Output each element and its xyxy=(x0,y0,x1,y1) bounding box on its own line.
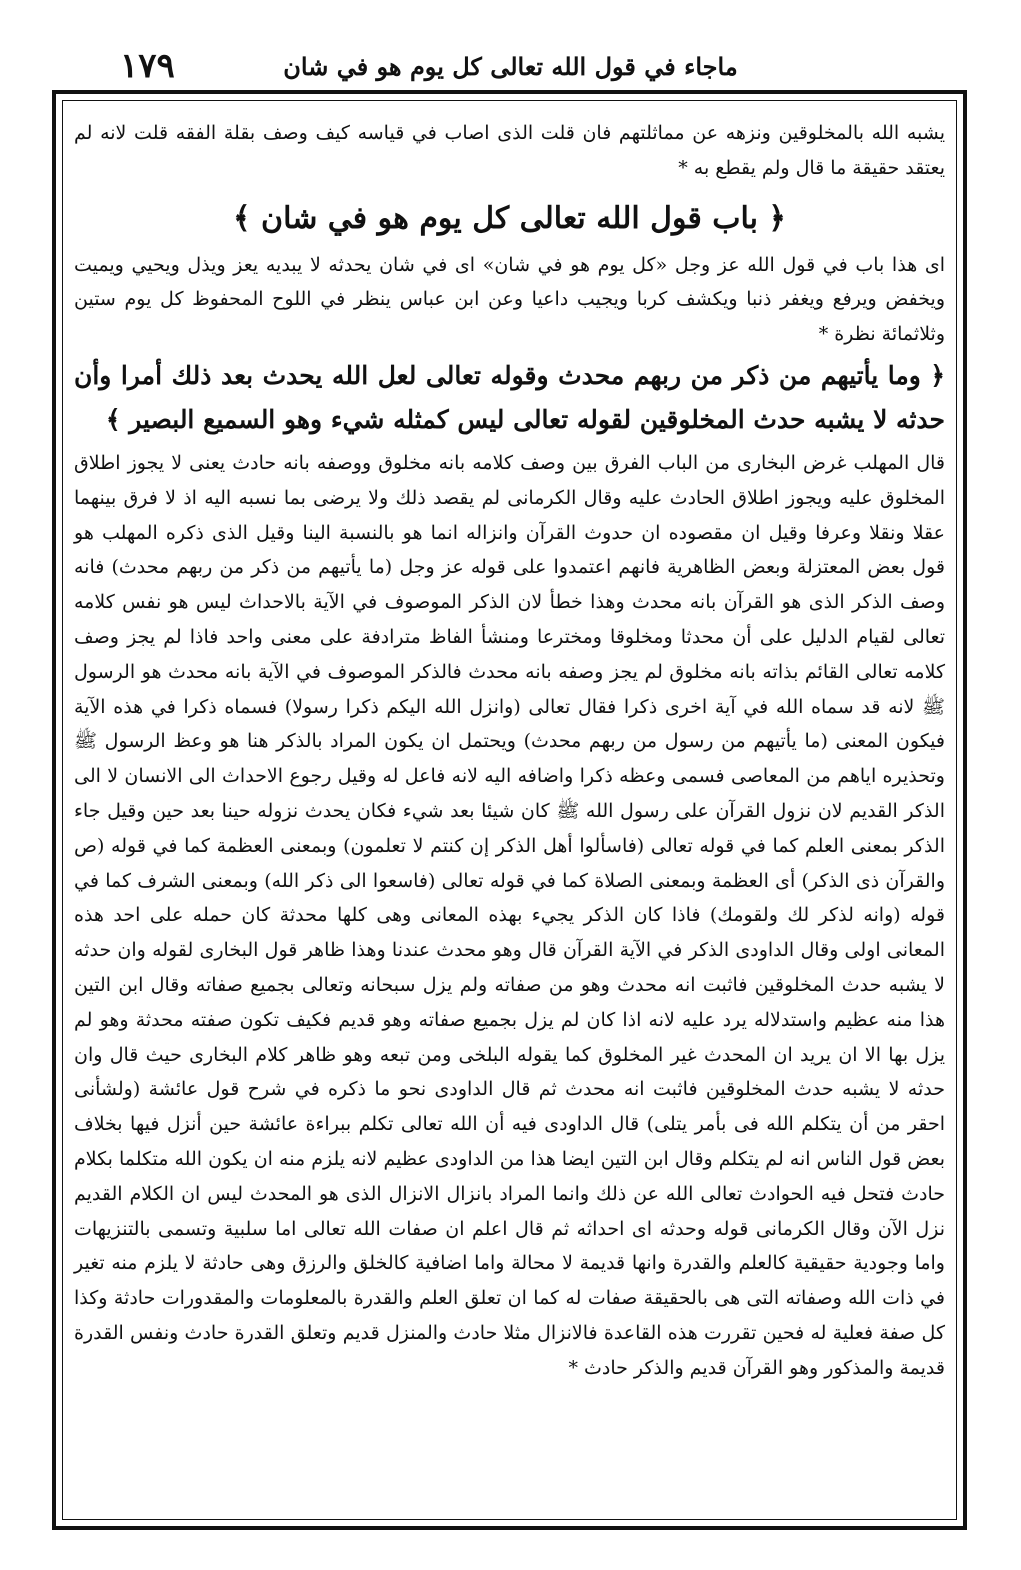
page-header xyxy=(60,40,961,90)
page-frame xyxy=(52,90,967,1530)
commentary-paragraph: قال المهلب غرض البخارى من الباب الفرق بين وصف كلامه بانه مخلوق ووصفه بانه حادث يعنى لا يجوز اطلاق المخلوق عليه ويجوز اطلاق الحادث عليه وقال الكرمانى لم يقصد ذلك ولا يرضى بما نسبه اليه اذ لا فرق بينهما عقلا ونقلا وعرفا وقيل ان مقصوده ان حدوث القرآن وانزاله انما هو بالنسبة الينا وقيل الذى ذكره المهلب هو قول بعض المعتزلة وبعض الظاهرية فانهم اعتمدوا على قوله عز وجل (ما يأتيهم من ذكر من ربهم محدث) فانه وصف الذكر الذى هو القرآن بانه محدث وهذا خطأ لان الذكر الموصوف في الآية بالاحداث ليس هو نفس كلامه تعالى لقيام الدليل على أن محدثا ومخلوقا ومخترعا ومنشأ الفاظ مترادفة على معنى واحد فاذا لم يجز وصف كلامه تعالى القائم بذاته بانه مخلوق لم يجز وصفه بانه محدث فالذكر الموصوف في الآية بانه محدث هو الرسول ﷺ لانه قد سماه الله في آية اخرى ذكرا فقال تعالى (وانزل الله اليكم ذكرا رسولا) فسماه ذكرا في هذه الآية فيكون المعنى (ما يأتيهم من رسول من ربهم محدث) ويحتمل ان يكون المراد بالذكر هنا هو وعظ الرسول ﷺ وتحذيره اياهم من المعاصى فسمى وعظه ذكرا واضافه اليه لانه فاعل له وقيل رجوع الاحداث الى الانسان لا الى الذكر القديم لان نزول القرآن على رسول الله ﷺ كان شيئا بعد شيء فكان يحدث نزوله حينا بعد حين وقيل جاء الذكر بمعنى العلم كما في قوله تعالى (فاسألوا أهل الذكر إن كنتم لا تعلمون) وبمعنى العظمة كما في قوله (ص والقرآن ذى الذكر) أى العظمة وبمعنى الصلاة كما في قوله تعالى (فاسعوا الى ذكر الله) وبمعنى الشرف كما في قوله (وانه لذكر لك ولقومك) فاذا كان الذكر يجيء بهذه المعانى وهى كلها محدثة كان حمله على احد هذه المعانى اولى وقال الداودى الذكر في الآية القرآن قال وهو محدث عندنا وهذا ظاهر قول البخارى لقوله وان حدثه لا يشبه حدث المخلوقين فاثبت انه محدث وهو من صفاته ولم يزل سبحانه وتعالى بجميع صفاته وقال ابن التين هذا منه عظيم واستدلاله يرد عليه لانه اذا كان لم يزل بجميع صفاته وهو قديم فكيف تكون صفته محدثة وهو لم يزل بها الا ان يريد ان المحدث غير المخلوق كما يقوله البلخى ومن تبعه وهو ظاهر كلام البخارى حيث قال وان حدثه لا يشبه حدث المخلوقين فاثبت انه محدث ثم قال الداودى نحو ما ذكره في شرح قول عائشة (ولشأنى احقر من أن يتكلم الله فى بأمر يتلى) قال الداودى فيه أن الله تعالى تكلم ببراءة عائشة حين أنزل فيها بخلاف بعض قول الناس انه لم يتكلم وقال ابن التين ايضا هذا من الداودى عظيم لانه يلزم منه ان يكون الله متكلما بكلام حادث فتحل فيه الحوادث تعالى الله عن ذلك وانما المراد بانزال الانزال الذى هو المحدث ليس ان الكلام القديم نزل الآن وقال الكرمانى قوله وحدثه اى احداثه ثم قال اعلم ان صفات الله تعالى اما سلبية وتسمى بالتنزيهات واما وجودية حقيقية كالعلم والقدرة وانها قديمة لا محالة واما اضافية كالخلق والرزق وهى حادثة لا يلزم منه تغير في ذات الله وصفاته التى هى بالحقيقة صفات له كما ان تعلق العلم والقدرة بالمعلومات والمقدورات حادثة وكذا كل صفة فعلية له فحين تقررت هذه القاعدة فالانزال مثلا حادث والمنزل قديم وتعلق القدرة حادث ونفس القدرة قديمة والمذكور وهو القرآن قديم والذكر حادث * xyxy=(74,451,945,1379)
text-body xyxy=(74,116,945,1510)
page-number: ١٧٩ xyxy=(120,46,175,86)
opening-paragraph: يشبه الله بالمخلوقين ونزهه عن مماثلتهم فان قلت الذى اصاب في قياسه كيف وصف بقلة الفقه قلت لانه لم يعتقد حقيقة ما قال ولم يقطع به * xyxy=(74,122,945,179)
running-title: ماجاء في قول الله تعالى كل يوم هو في شان xyxy=(283,52,738,81)
chapter-intro-paragraph: اى هذا باب في قول الله عز وجل «كل يوم هو في شان» اى في شان يحدثه لا يبديه يعز ويذل ويحيي ويميت ويخفض ويرفع ويغفر ذنبا ويكشف كربا ويجيب داعيا وعن ابن عباس ينظر في اللوح المحفوظ كل يوم ستين وثلاثمائة نظرة * xyxy=(74,253,945,346)
verse-quotation: ﴿ وما يأتيهم من ذكر من ربهم محدث وقوله تعالى لعل الله يحدث بعد ذلك أمرا وأن حدثه لا يشبه حدث المخلوقين لقوله تعالى ليس كمثله شيء وهو السميع البصير ﴾ xyxy=(74,360,945,434)
chapter-heading: ﴿ باب قول الله تعالى كل يوم هو في شان ﴾ xyxy=(233,200,786,236)
